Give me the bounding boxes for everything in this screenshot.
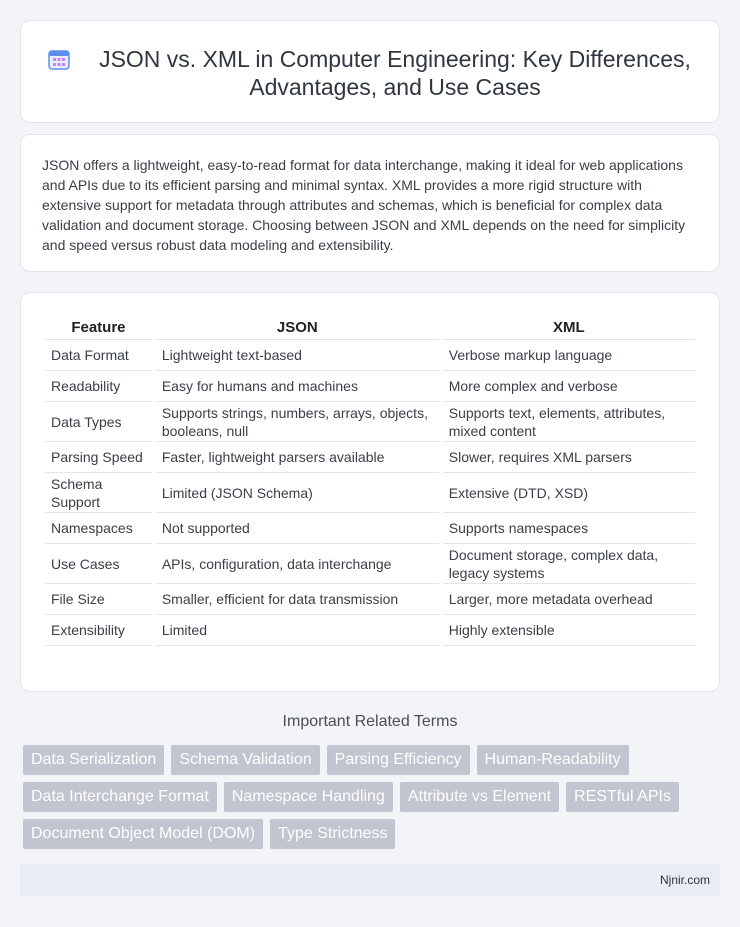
column-header: JSON bbox=[156, 313, 439, 340]
table-row bbox=[45, 584, 695, 615]
table-cell: Faster, lightweight parsers available bbox=[156, 442, 439, 473]
term-tag[interactable]: Document Object Model (DOM) bbox=[23, 819, 263, 849]
table-cell: Larger, more metadata overhead bbox=[443, 584, 695, 615]
intro-card bbox=[20, 134, 720, 272]
table-cell: Namespaces bbox=[45, 513, 152, 544]
table-cell: Slower, requires XML parsers bbox=[443, 442, 695, 473]
table-cell: Readability bbox=[45, 371, 152, 402]
table-cell: Verbose markup language bbox=[443, 340, 695, 371]
table-row bbox=[45, 544, 695, 584]
table-cell: Data Format bbox=[45, 340, 152, 371]
table-cell: Document storage, complex data, legacy systems bbox=[443, 544, 695, 584]
term-tag[interactable]: Parsing Efficiency bbox=[327, 745, 470, 775]
table-cell: Supports text, elements, attributes, mixed content bbox=[443, 402, 695, 442]
table-cell: Schema Support bbox=[45, 473, 152, 513]
footer-site-link[interactable]: Njnir.com bbox=[659, 873, 710, 887]
comparison-table-card bbox=[20, 292, 720, 692]
table-header-row bbox=[45, 313, 695, 340]
table-cell: Highly extensible bbox=[443, 615, 695, 646]
table-cell: File Size bbox=[45, 584, 152, 615]
table-cell: More complex and verbose bbox=[443, 371, 695, 402]
table-cell: Lightweight text-based bbox=[156, 340, 439, 371]
term-tag[interactable]: Schema Validation bbox=[171, 745, 319, 775]
term-tag[interactable]: Namespace Handling bbox=[224, 782, 393, 812]
table-row bbox=[45, 340, 695, 371]
term-tag[interactable]: RESTful APIs bbox=[566, 782, 679, 812]
table-cell: Not supported bbox=[156, 513, 439, 544]
table-cell: Supports namespaces bbox=[443, 513, 695, 544]
table-cell: Parsing Speed bbox=[45, 442, 152, 473]
page-title: JSON vs. XML in Computer Engineering: Key Differences, Advantages, and Use Cases bbox=[99, 46, 691, 100]
table-row bbox=[45, 615, 695, 646]
related-terms-heading: Important Related Terms bbox=[282, 713, 458, 730]
intro-paragraph: JSON offers a lightweight, easy-to-read format for data interchange, making it ideal for web applications and APIs due to its efficient parsing and minimal syntax. XML provides a more rigid structure with extensive support for metadata through attributes and schemas, which is beneficial for complex data validation and document storage. Choosing between JSON and XML depends on the need for simplicity and speed versus robust data modeling and extensibility. bbox=[42, 157, 686, 253]
table-cell: Limited (JSON Schema) bbox=[156, 473, 439, 513]
column-header: XML bbox=[443, 313, 695, 340]
table-cell: Limited bbox=[156, 615, 439, 646]
term-tag[interactable]: Data Interchange Format bbox=[23, 782, 217, 812]
table-cell: Data Types bbox=[45, 402, 152, 442]
table-cell: Extensive (DTD, XSD) bbox=[443, 473, 695, 513]
table-row bbox=[45, 402, 695, 442]
column-header: Feature bbox=[45, 313, 152, 340]
table-cell: Smaller, efficient for data transmission bbox=[156, 584, 439, 615]
term-tag[interactable]: Human-Readability bbox=[477, 745, 629, 775]
footer bbox=[20, 864, 720, 896]
title-card bbox=[20, 20, 720, 123]
table-row bbox=[45, 513, 695, 544]
table-cell: Supports strings, numbers, arrays, objects, booleans, null bbox=[156, 402, 439, 442]
table-row bbox=[45, 371, 695, 402]
table-cell: Extensibility bbox=[45, 615, 152, 646]
term-tag[interactable]: Attribute vs Element bbox=[400, 782, 559, 812]
calendar-icon bbox=[48, 48, 70, 70]
table-row bbox=[45, 473, 695, 513]
term-tag[interactable]: Data Serialization bbox=[23, 745, 164, 775]
comparison-table bbox=[41, 313, 699, 646]
table-cell: Use Cases bbox=[45, 544, 152, 584]
term-tag[interactable]: Type Strictness bbox=[270, 819, 395, 849]
table-cell: APIs, configuration, data interchange bbox=[156, 544, 439, 584]
related-terms-list bbox=[23, 745, 713, 849]
table-row bbox=[45, 442, 695, 473]
table-cell: Easy for humans and machines bbox=[156, 371, 439, 402]
